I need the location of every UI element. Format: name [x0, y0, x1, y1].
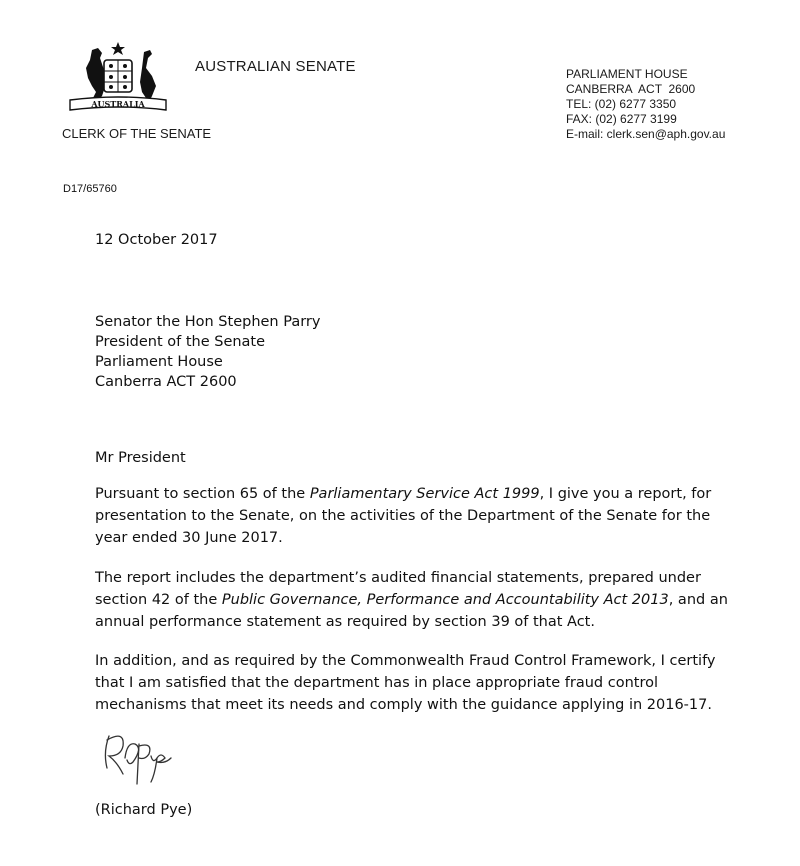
paragraph-1: [95, 483, 735, 549]
paragraph-2: [95, 567, 735, 633]
paragraph-3: In addition, and as required by the Commonwealth Fraud Control Framework, I certify that I am satisfied that the department has in place appropriate fraud control mechanisms that meet its needs and comply with the guidance applying in 2016-17.: [95, 653, 716, 713]
organisation-name: AUSTRALIAN SENATE: [195, 58, 356, 75]
recipient-line-1: Senator the Hon Stephen Parry: [95, 314, 321, 330]
paragraph-1-before: Pursuant to section 65 of the: [95, 486, 310, 502]
recipient-line-4: Canberra ACT 2600: [95, 374, 237, 390]
address-line-2: CANBERRA ACT 2600: [566, 82, 696, 96]
telephone: TEL: (02) 6277 3350: [566, 97, 677, 111]
recipient-line-2: President of the Senate: [95, 334, 266, 350]
salutation: Mr President: [95, 450, 186, 466]
paragraph-2-before: The report includes the department’s audited financial statements, prepared under section 42 of the: [95, 570, 701, 608]
paragraph-2-act: Public Governance, Performance and Accountability Act 2013: [221, 592, 669, 608]
contact-block: [566, 67, 725, 142]
recipient-address: [95, 312, 320, 392]
email: E-mail: clerk.sen@aph.gov.au: [566, 127, 726, 141]
office-title: CLERK OF THE SENATE: [62, 126, 212, 141]
recipient-line-3: Parliament House: [95, 354, 223, 370]
signature: [95, 722, 185, 802]
signatory-name: (Richard Pye): [95, 802, 193, 818]
reference-number: D17/65760: [63, 183, 117, 195]
paragraph-2-after: , and an annual performance statement as required by section 39 of that Act.: [95, 592, 728, 630]
address-line-1: PARLIAMENT HOUSE: [566, 67, 688, 81]
fax: FAX: (02) 6277 3199: [566, 112, 677, 126]
coat-of-arms-logo: [62, 40, 174, 116]
paragraph-1-act: Parliamentary Service Act 1999: [309, 486, 540, 502]
paragraph-1-after: , I give you a report, for presentation to the Senate, on the activities of the Department of the Senate for the year ended 30 June 2017.: [95, 486, 712, 546]
letter-date: 12 October 2017: [95, 232, 218, 248]
svg-text:AUSTRALIA: AUSTRALIA: [91, 99, 145, 109]
